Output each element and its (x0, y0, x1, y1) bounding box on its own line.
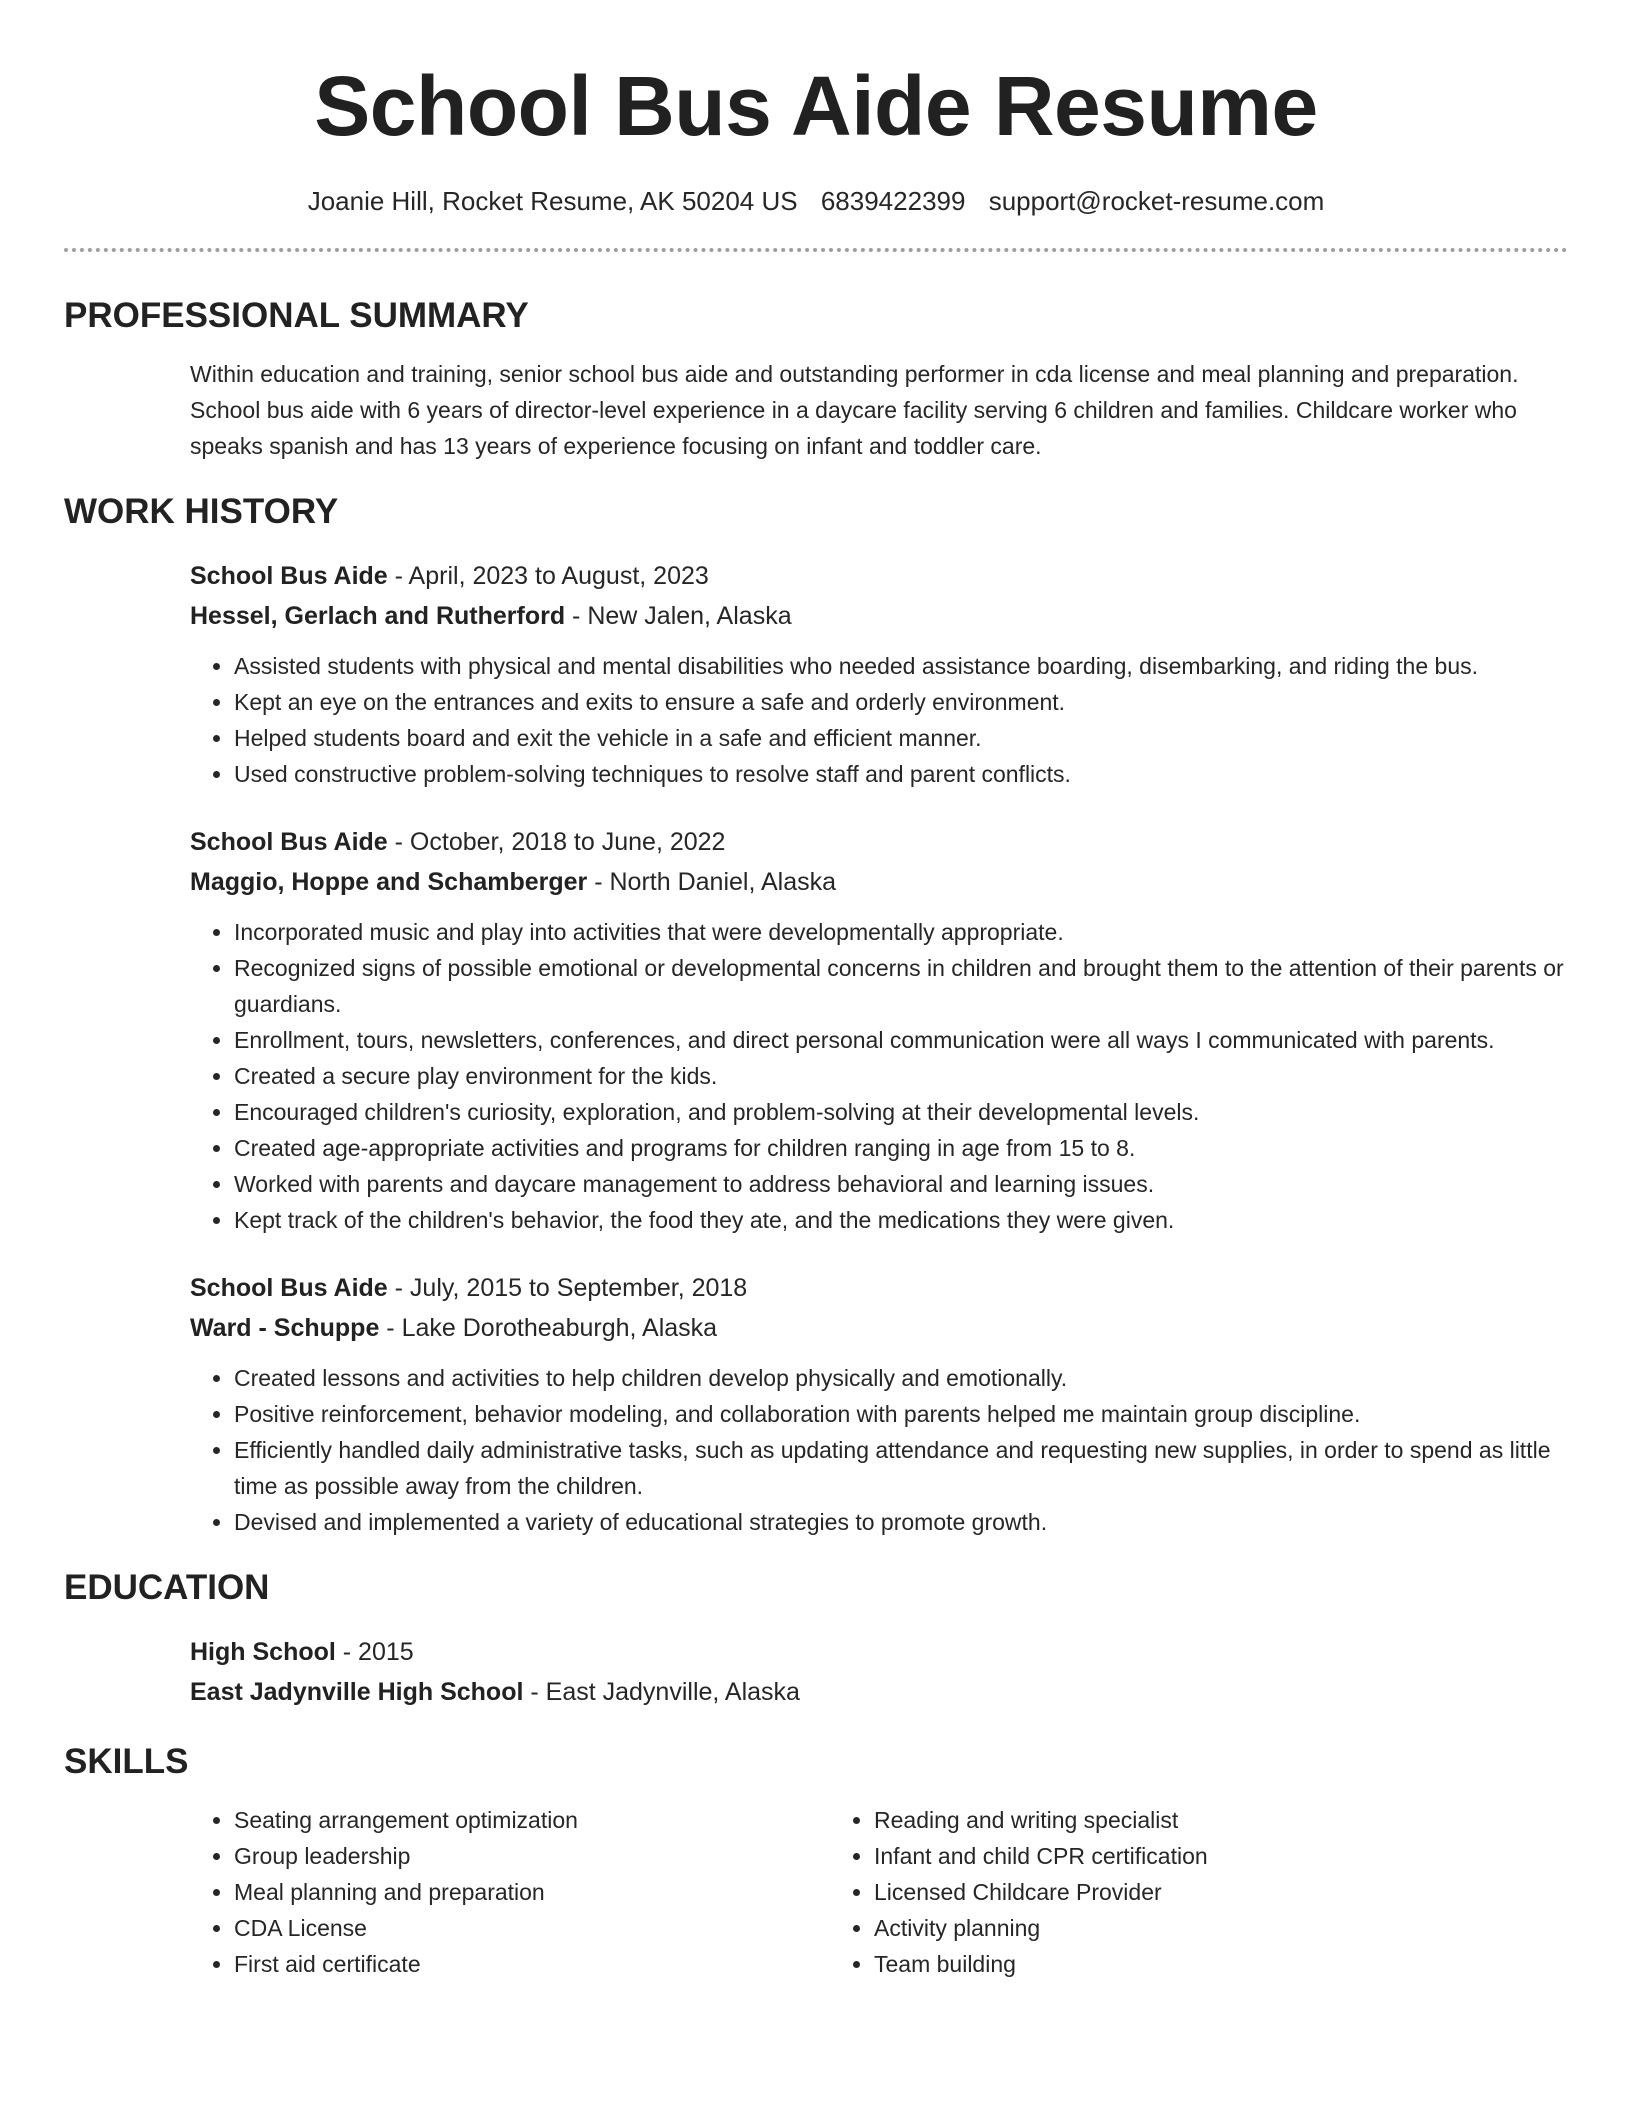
skill-item: • First aid certificate (234, 1946, 830, 1982)
job-entry (190, 822, 1568, 1238)
list-item: • Helped students board and exit the vehicle in a safe and efficient manner. (234, 720, 1568, 756)
job-title: School Bus Aide (190, 1274, 388, 1302)
job-bullets (190, 648, 1568, 792)
job-company: Maggio, Hoppe and Schamberger (190, 868, 588, 896)
education-entry (190, 1632, 1568, 1712)
skills-column-left (190, 1802, 830, 1982)
education-degree-line (190, 1632, 1568, 1672)
list-item: • Recognized signs of possible emotional or developmental concerns in children and brought them to the attention of their parents or guardians. (234, 950, 1568, 1022)
job-dates: - July, 2015 to September, 2018 (387, 1274, 748, 1302)
job-location: - Lake Dorotheaburgh, Alaska (379, 1314, 718, 1342)
job-title: School Bus Aide (190, 562, 388, 590)
list-item: • Enrollment, tours, newsletters, conferences, and direct personal communication were all ways I communicated with parents. (234, 1022, 1568, 1058)
job-location: - North Daniel, Alaska (587, 868, 836, 896)
skill-item: • CDA License (234, 1910, 830, 1946)
job-entry (190, 1268, 1568, 1540)
list-item: • Kept an eye on the entrances and exits to ensure a safe and orderly environment. (234, 684, 1568, 720)
job-title-line (190, 1268, 1568, 1308)
contact-line (64, 184, 1568, 218)
job-bullets (190, 914, 1568, 1238)
job-company: Ward - Schuppe (190, 1314, 380, 1342)
header-divider (64, 248, 1568, 252)
contact-phone: 6839422399 (820, 186, 966, 216)
education-school-line (190, 1672, 1568, 1712)
list-item: • Assisted students with physical and mental disabilities who needed assistance boarding, disembarking, and riding the bus. (234, 648, 1568, 684)
resume-title: School Bus Aide Resume (314, 59, 1318, 153)
list-item: • Created lessons and activities to help children develop physically and emotionally. (234, 1360, 1568, 1396)
list-item: • Created age-appropriate activities and programs for children ranging in age from 15 to 8. (234, 1130, 1568, 1166)
job-dates: - October, 2018 to June, 2022 (387, 828, 726, 856)
list-item: • Encouraged children's curiosity, exploration, and problem-solving at their developmental levels. (234, 1094, 1568, 1130)
skill-item: • Infant and child CPR certification (874, 1838, 1470, 1874)
skill-item: • Licensed Childcare Provider (874, 1874, 1470, 1910)
list-item: • Created a secure play environment for the kids. (234, 1058, 1568, 1094)
job-title: School Bus Aide (190, 828, 388, 856)
job-dates: - April, 2023 to August, 2023 (387, 562, 709, 590)
job-title-line (190, 556, 1568, 596)
job-location: - New Jalen, Alaska (565, 602, 792, 630)
education-school: East Jadynville High School (190, 1678, 524, 1706)
skill-item: • Team building (874, 1946, 1470, 1982)
list-item: • Positive reinforcement, behavior modeling, and collaboration with parents helped me maintain group discipline. (234, 1396, 1568, 1432)
contact-address: Joanie Hill, Rocket Resume, AK 50204 US (307, 186, 798, 216)
list-item: • Devised and implemented a variety of educational strategies to promote growth. (234, 1504, 1568, 1540)
skill-item: • Meal planning and preparation (234, 1874, 830, 1910)
list-item: • Incorporated music and play into activities that were developmentally appropriate. (234, 914, 1568, 950)
education-degree: High School (190, 1638, 336, 1666)
job-title-line (190, 822, 1568, 862)
job-company-line (190, 596, 1568, 636)
list-item: • Efficiently handled daily administrative tasks, such as updating attendance and requesting new supplies, in order to spend as little time as possible away from the children. (234, 1432, 1568, 1504)
education-year: - 2015 (335, 1638, 414, 1666)
skills-grid (190, 1802, 1568, 1982)
summary-text: Within education and training, senior school bus aide and outstanding performer in cda license and meal planning and preparation. School bus aide with 6 years of director-level experience in a daycare facility serving 6 children and families. Childcare worker who speaks spanish and has 13 years of experience focusing on infant and toddler care. (190, 361, 1519, 459)
section-title-education: EDUCATION (64, 1568, 270, 1607)
skill-item: • Activity planning (874, 1910, 1470, 1946)
job-bullets (190, 1360, 1568, 1540)
contact-email: support@rocket-resume.com (988, 186, 1325, 216)
education-location: - East Jadynville, Alaska (523, 1678, 800, 1706)
job-company-line (190, 862, 1568, 902)
section-title-work-history: WORK HISTORY (64, 492, 339, 531)
section-title-skills: SKILLS (64, 1742, 189, 1781)
skill-item: • Reading and writing specialist (874, 1802, 1470, 1838)
job-entry (190, 556, 1568, 792)
skills-column-right (830, 1802, 1470, 1982)
list-item: • Worked with parents and daycare management to address behavioral and learning issues. (234, 1166, 1568, 1202)
list-item: • Kept track of the children's behavior, the food they ate, and the medications they were given. (234, 1202, 1568, 1238)
job-company-line (190, 1308, 1568, 1348)
section-title-summary: PROFESSIONAL SUMMARY (64, 296, 529, 335)
skill-item: • Group leadership (234, 1838, 830, 1874)
list-item: • Used constructive problem-solving techniques to resolve staff and parent conflicts. (234, 756, 1568, 792)
job-company: Hessel, Gerlach and Rutherford (190, 602, 566, 630)
skill-item: • Seating arrangement optimization (234, 1802, 830, 1838)
